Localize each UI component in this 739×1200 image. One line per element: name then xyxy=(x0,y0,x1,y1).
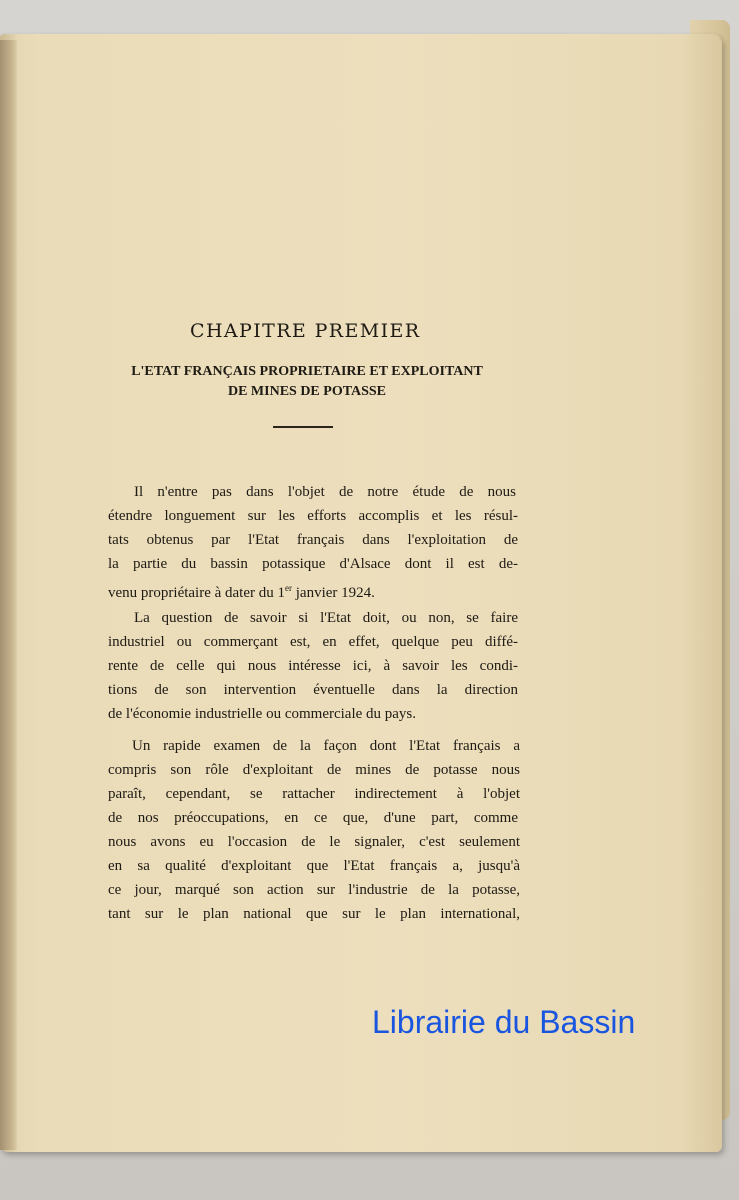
ordinal-superscript: er xyxy=(285,583,293,593)
book-spine-shadow xyxy=(0,40,18,1150)
paragraph-3-line-3: paraît, cependant, se rattacher indirectement à l'objet xyxy=(108,786,520,802)
paragraph-2-line-3: rente de celle qui nous intéresse ici, à savoir les condi- xyxy=(108,658,518,674)
separator-rule xyxy=(273,426,333,428)
paragraph-1-line-1: Il n'entre pas dans l'objet de notre étude de nous xyxy=(134,484,516,500)
paragraph-2-line-1: La question de savoir si l'Etat doit, ou non, se faire xyxy=(134,610,518,626)
paragraph-2-line-4: tions de son intervention éventuelle dans la direction xyxy=(108,682,518,698)
chapter-subtitle-line-2: DE MINES DE POTASSE xyxy=(227,384,387,399)
paragraph-1-line-5 xyxy=(108,576,375,605)
paragraph-1-line-5-suffix: janvier 1924. xyxy=(292,585,375,601)
paragraph-3-line-7: ce jour, marqué son action sur l'industrie de la potasse, xyxy=(108,882,520,898)
paragraph-1-line-5-prefix: venu propriétaire à dater du 1 xyxy=(108,585,286,601)
paragraph-1-line-4: la partie du bassin potassique d'Alsace dont il est de- xyxy=(108,556,518,572)
paragraph-3-line-1: Un rapide examen de la façon dont l'Etat français a xyxy=(132,738,520,754)
paragraph-1-line-3: tats obtenus par l'Etat français dans l'exploitation de xyxy=(108,532,518,548)
chapter-title: CHAPITRE PREMIER xyxy=(190,320,421,342)
chapter-subtitle-line-1: L'ETAT FRANÇAIS PROPRIETAIRE ET EXPLOITANT xyxy=(131,364,483,379)
paragraph-3-line-2: compris son rôle d'exploitant de mines de potasse nous xyxy=(108,762,520,778)
paragraph-3-line-8: tant sur le plan national que sur le plan international, xyxy=(108,906,520,922)
paragraph-2-line-2: industriel ou commerçant est, en effet, quelque peu diffé- xyxy=(108,634,518,650)
paragraph-1-line-2: étendre longuement sur les efforts accomplis et les résul- xyxy=(108,508,518,524)
seller-watermark: Librairie du Bassin xyxy=(372,1004,636,1040)
paragraph-3-line-6: en sa qualité d'exploitant que l'Etat français a, jusqu'à xyxy=(108,858,520,874)
paragraph-3-line-5: nous avons eu l'occasion de le signaler, c'est seulement xyxy=(108,834,520,850)
chapter-subtitle xyxy=(112,362,502,402)
paragraph-3-line-4: de nos préoccupations, en ce que, d'une part, comme xyxy=(108,810,518,826)
paragraph-2-line-5: de l'économie industrielle ou commerciale du pays. xyxy=(108,706,417,722)
